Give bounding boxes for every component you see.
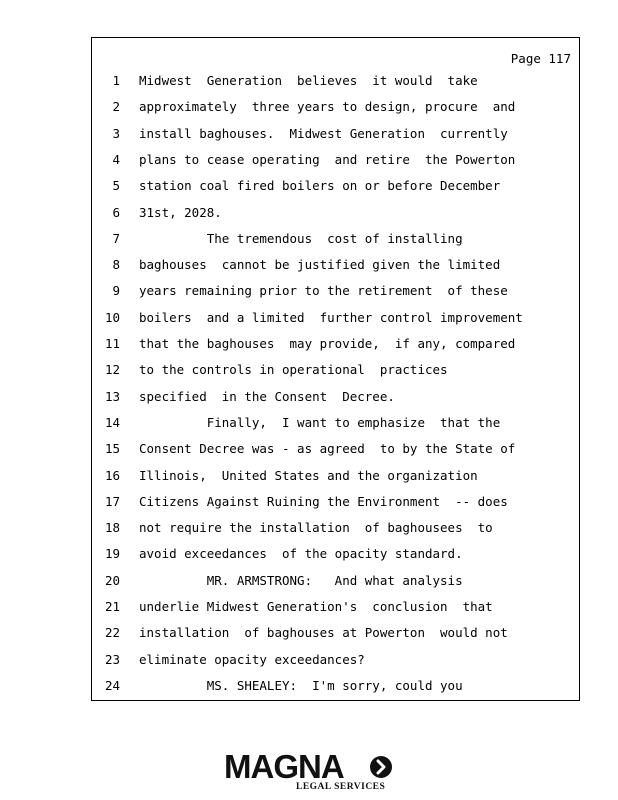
line-text: Finally, I want to emphasize that the [139,414,501,430]
transcript-line [92,494,579,514]
transcript-line [92,178,579,198]
line-number: 13 [104,388,120,404]
line-number: 7 [112,230,120,246]
transcript-line [92,678,579,698]
line-text: MS. SHEALEY: I'm sorry, could you [139,677,463,693]
line-number: 24 [104,677,120,693]
transcript-line [92,599,579,619]
transcript-line [92,310,579,330]
transcript-line [92,389,579,409]
transcript-line [92,441,579,461]
line-text: 31st, 2028. [139,204,222,220]
transcript-line [92,152,579,172]
line-number: 23 [104,651,120,667]
line-number: 11 [104,336,120,351]
transcript-line [92,573,579,593]
line-number: 5 [112,178,120,194]
line-text: underlie Midwest Generation's conclusion that [139,599,493,614]
transcript-page [91,37,580,701]
line-number: 6 [112,204,120,220]
transcript-line [92,257,579,277]
transcript-line [92,231,579,251]
line-number: 22 [104,625,120,641]
line-number: 18 [104,520,120,536]
line-number: 4 [112,151,120,167]
transcript-line [92,362,579,382]
transcript-line [92,468,579,488]
logo-subtitle: LEGAL SERVICES [296,782,386,792]
transcript-line [92,99,579,119]
line-text: approximately three years to design, procure and [139,99,516,115]
line-text: that the baghouses may provide, if any, compared [139,336,516,351]
line-number: 10 [104,309,120,325]
line-text: installation of baghouses at Powerton would not [139,625,508,641]
magna-logo [224,748,394,794]
line-text: plans to cease operating and retire the Powerton [139,151,516,167]
line-number: 19 [104,546,120,562]
line-number: 3 [112,125,120,141]
transcript-line [92,283,579,303]
logo-wordmark: MAGNA [224,748,344,785]
line-number: 16 [104,467,120,483]
transcript-line [92,126,579,146]
line-number: 15 [104,441,120,457]
line-number: 14 [104,414,120,430]
line-number: 8 [112,257,120,273]
line-text: MR. ARMSTRONG: And what analysis [139,572,463,588]
line-text: specified in the Consent Decree. [139,388,395,404]
transcript-line [92,415,579,435]
line-text: Citizens Against Ruining the Environment -- does [139,493,508,509]
line-number: 1 [112,73,120,88]
line-text: eliminate opacity exceedances? [139,651,365,667]
line-number: 2 [112,99,120,115]
line-text: The tremendous cost of installing [139,230,463,246]
line-text: boilers and a limited further control improvement [139,309,523,325]
line-text: install baghouses. Midwest Generation currently [139,125,508,141]
transcript-line [92,73,579,93]
line-number: 20 [104,572,120,588]
transcript-line [92,625,579,645]
transcript-line [92,652,579,672]
line-number: 17 [104,493,120,509]
line-text: not require the installation of baghousees to [139,520,493,536]
line-text: years remaining prior to the retirement of these [139,283,508,299]
line-text: Consent Decree was - as agreed to by the State of [139,441,516,457]
line-text: Midwest Generation believes it would take [139,73,478,88]
line-text: Illinois, United States and the organization [139,467,478,483]
transcript-line [92,546,579,566]
line-text: baghouses cannot be justified given the limited [139,257,501,273]
line-number: 9 [112,283,120,299]
transcript-line [92,520,579,540]
line-number: 12 [104,362,120,378]
transcript-line [92,336,579,356]
line-text: station coal fired boilers on or before December [139,178,501,194]
line-text: to the controls in operational practices [139,362,448,378]
line-text: avoid exceedances of the opacity standard. [139,546,463,562]
line-number: 21 [104,599,120,614]
transcript-line [92,205,579,225]
page-number: Page 117 [510,51,571,66]
chevron-right-circle-icon [369,755,393,779]
